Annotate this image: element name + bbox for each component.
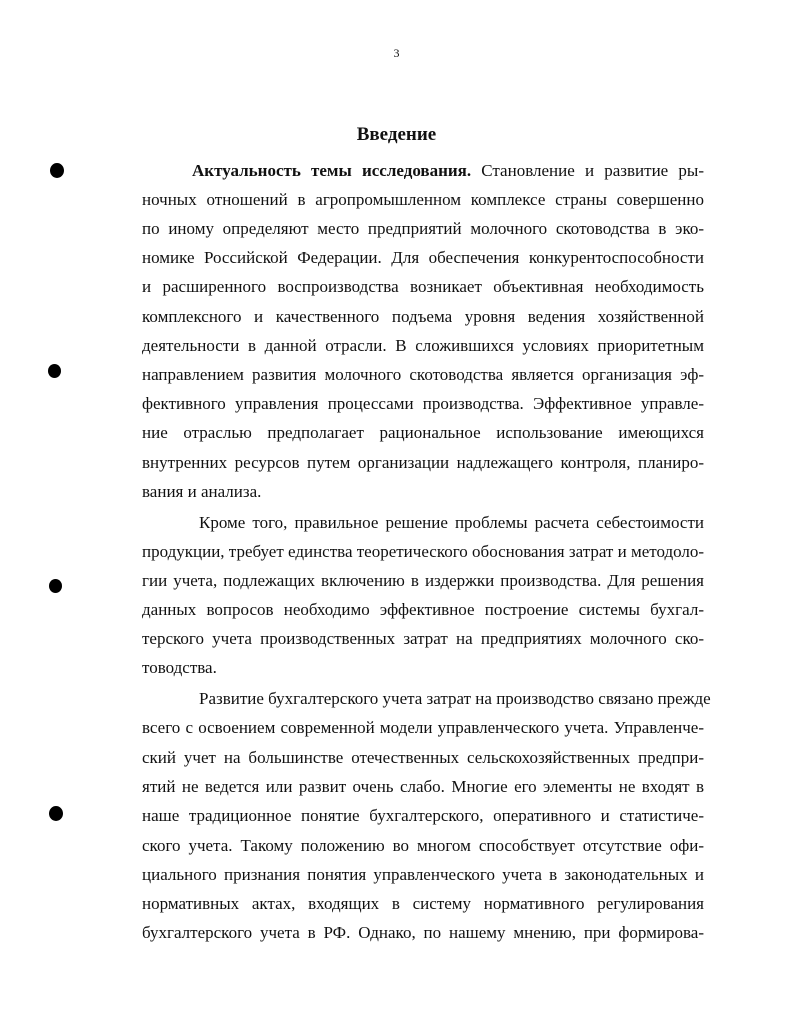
text-line: наше традиционное понятие бухгалтерского, оперативного и статистиче-	[142, 806, 704, 825]
text-line: номике Российской Федерации. Для обеспечения конкурентоспособности	[142, 248, 704, 267]
text-line: гии учета, подлежащих включению в издержки производства. Для решения	[142, 571, 704, 590]
lead-phrase: Актуальность темы исследования.	[192, 161, 472, 180]
text-line: направлением развития молочного скотоводства является организация эф-	[142, 365, 704, 384]
text-line: комплексного и качественного подъема уровня ведения хозяйственной	[142, 307, 704, 326]
text-line: фективного управления процессами производства. Эффективное управле-	[142, 394, 704, 413]
text-line: Кроме того, правильное решение проблемы расчета себестоимости	[199, 513, 704, 532]
text-line: товодства.	[142, 658, 217, 677]
text-line: ятий не ведется или развит очень слабо. Многие его элементы не входят в	[142, 777, 704, 796]
lead-rest: Становление и развитие ры-	[471, 161, 704, 180]
punch-hole	[49, 579, 62, 593]
text-line: внутренних ресурсов путем организации надлежащего контроля, планиро-	[142, 453, 704, 472]
text-line: всего с освоением современной модели управленческого учета. Управленче-	[142, 718, 704, 737]
text-line	[192, 161, 704, 181]
text-line: данных вопросов необходимо эффективное построение системы бухгал-	[142, 600, 704, 619]
page-number: 3	[393, 46, 400, 60]
text-line: ского учета. Такому положению во многом способствует отсутствие офи-	[142, 836, 704, 855]
punch-hole	[49, 806, 63, 821]
text-line: продукции, требует единства теоретического обоснования затрат и методоло-	[142, 542, 705, 561]
text-line: терского учета производственных затрат на предприятиях молочного ско-	[142, 629, 704, 648]
text-line: и расширенного воспроизводства возникает объективная необходимость	[142, 277, 704, 296]
text-line: ночных отношений в агропромышленном комплексе страны совершенно	[142, 190, 704, 209]
text-line: деятельности в данной отрасли. В сложившихся условиях приоритетным	[142, 336, 704, 355]
text-line: бухгалтерского учета в РФ. Однако, по нашему мнению, при формирова-	[142, 923, 704, 942]
punch-hole	[48, 364, 61, 378]
section-heading: Введение	[356, 124, 437, 145]
text-line: вания и анализа.	[142, 482, 262, 501]
text-line: циального признания понятия управленческого учета в законодательных и	[142, 865, 704, 884]
text-line: Развитие бухгалтерского учета затрат на производство связано прежде	[199, 689, 711, 708]
text-line: ние отраслью предполагает рациональное использование имеющихся	[142, 423, 704, 442]
text-line: ский учет на большинстве отечественных сельскохозяйственных предпри-	[142, 748, 704, 767]
punch-hole	[50, 163, 64, 178]
text-line: по иному определяют место предприятий молочного скотоводства в эко-	[142, 219, 704, 238]
text-line: нормативных актах, входящих в систему нормативного регулирования	[142, 894, 704, 913]
